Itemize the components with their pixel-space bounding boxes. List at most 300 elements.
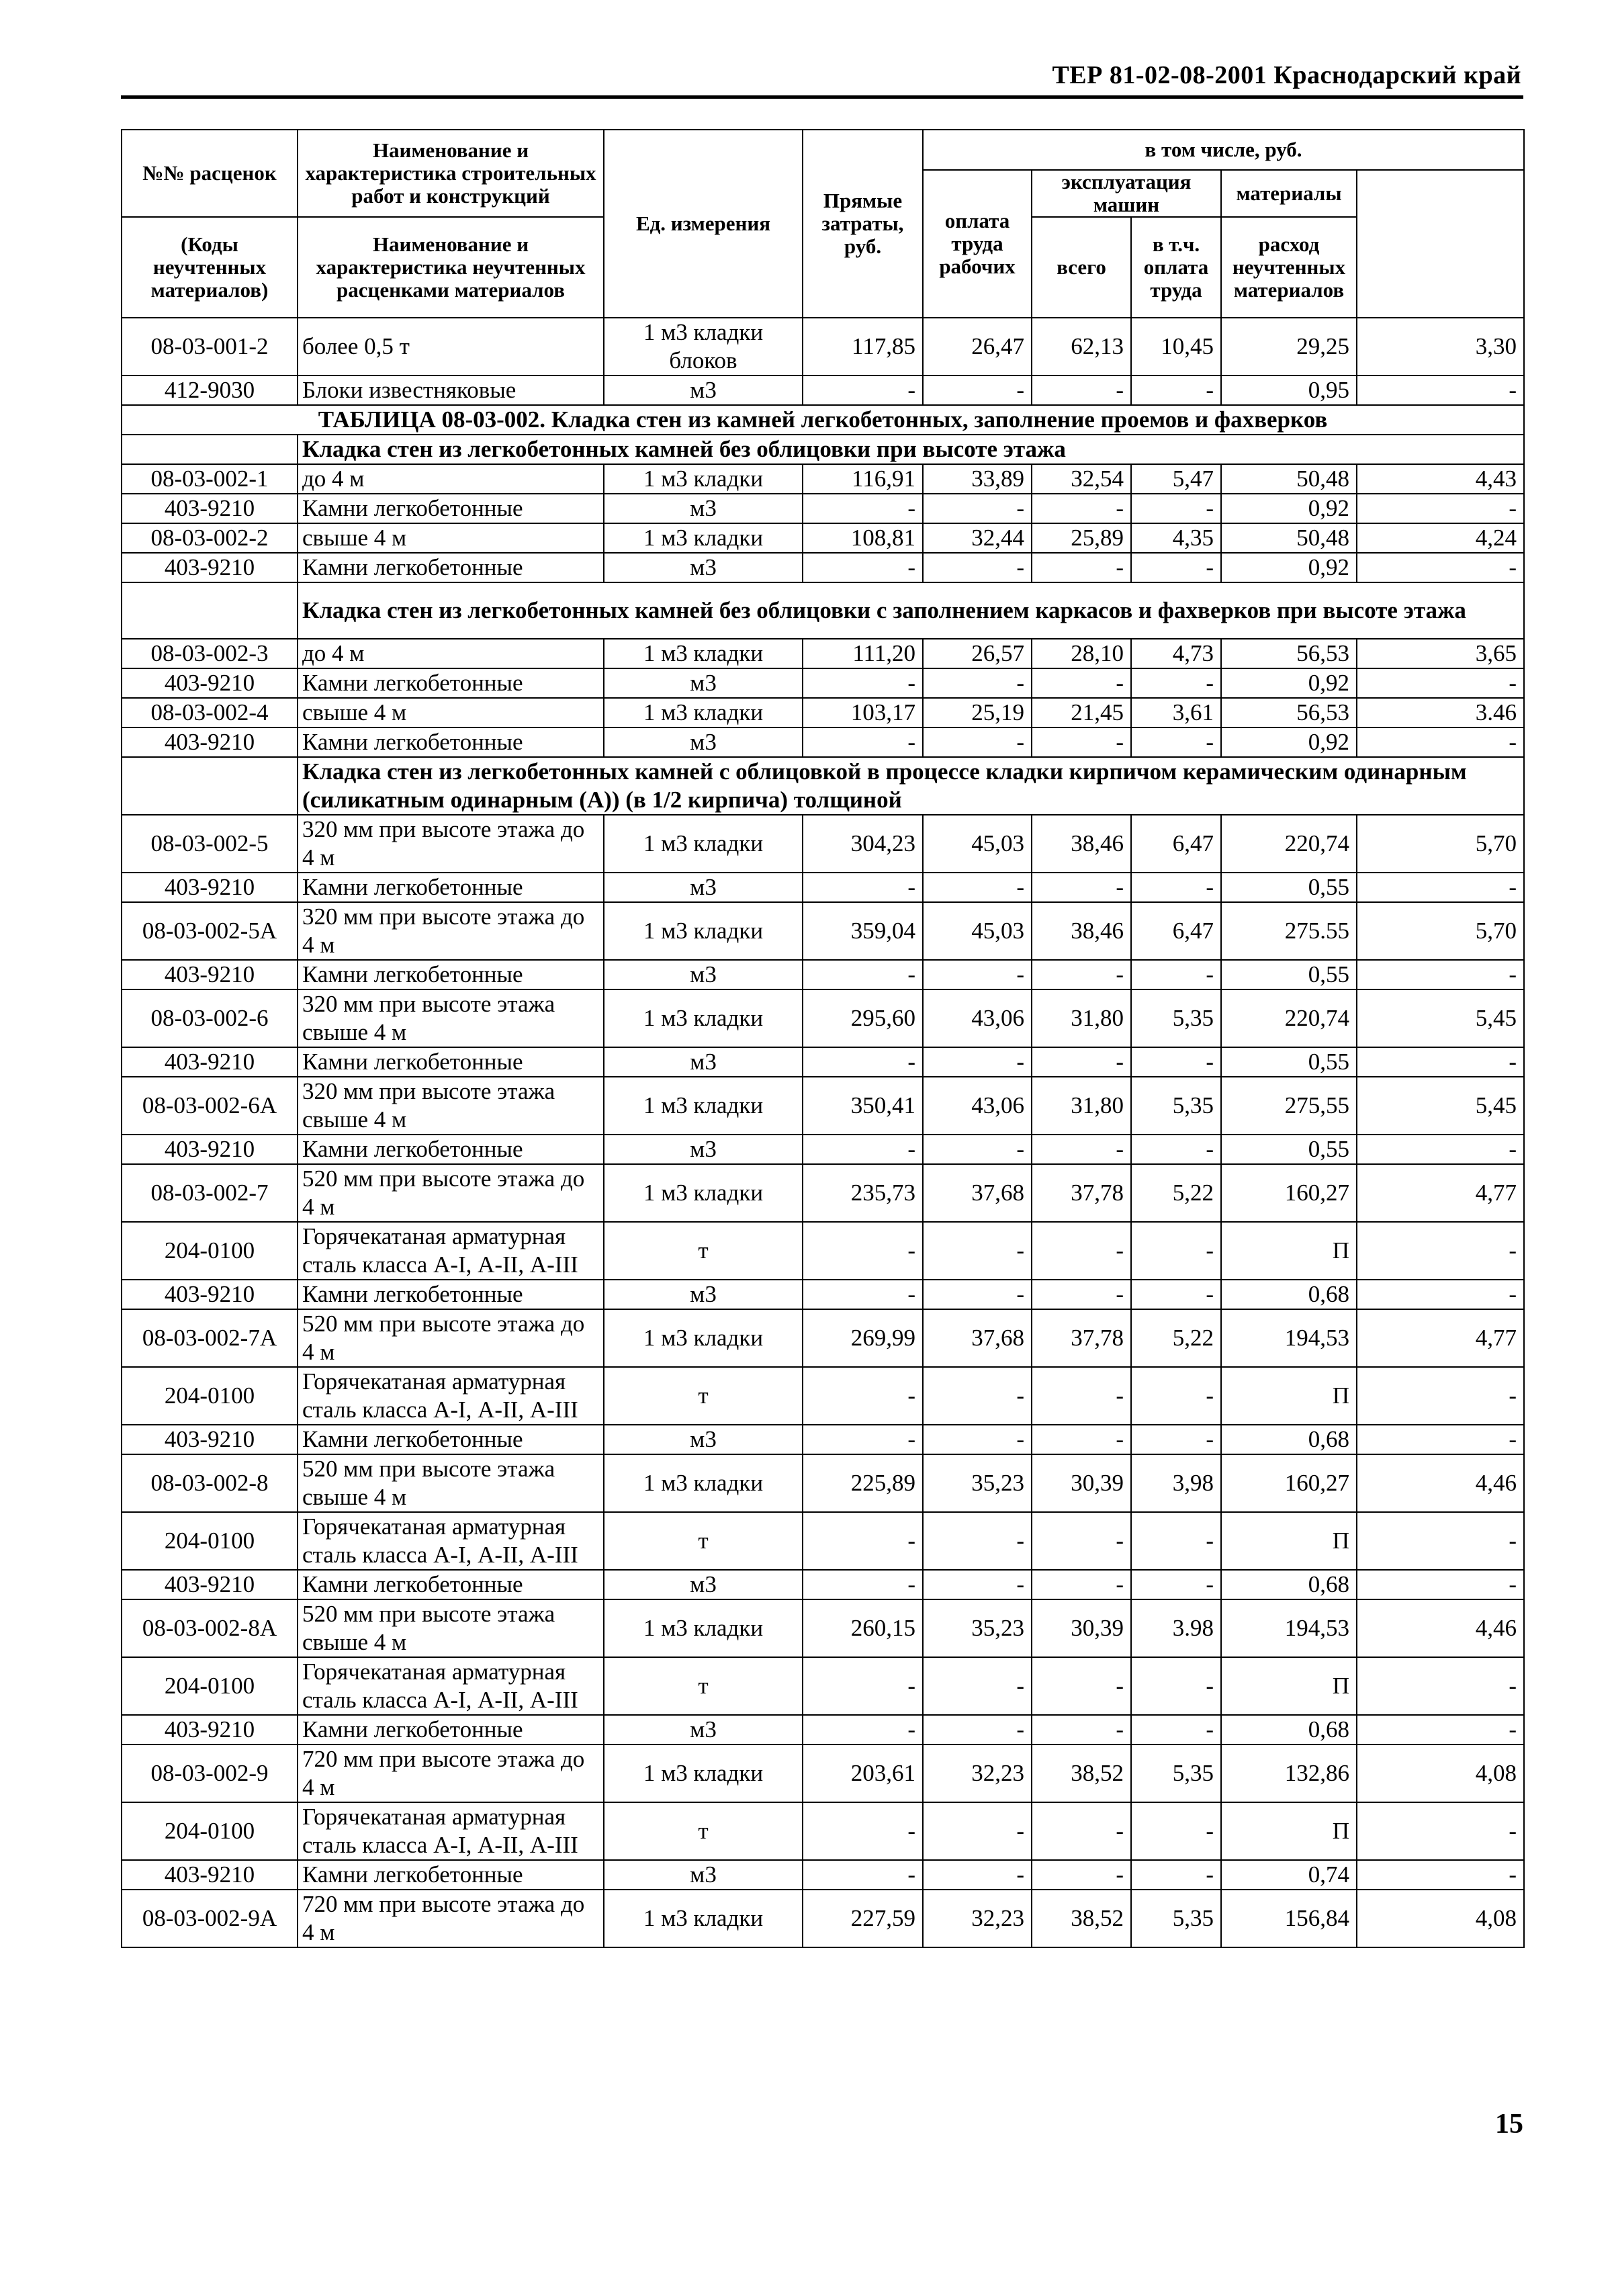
row-labor-cost: - [1357,1367,1524,1425]
row-mach-total: 25,89 [1032,523,1131,553]
row-labor-cost: - [1357,376,1524,405]
row-name: более 0,5 т [298,318,604,376]
row-labor-pay: - [923,376,1032,405]
table-title: ТАБЛИЦА 08-03-002. Кладка стен из камней легкобетонных, заполнение проемов и фахверков [122,405,1524,435]
row-mach-total: 31,80 [1032,1077,1131,1135]
row-code: 08-03-002-8 [122,1454,298,1512]
row-labor-pay: - [923,494,1032,523]
row-mach-labor: - [1131,668,1221,698]
row-name: свыше 4 м [298,698,604,727]
row-code: 403-9210 [122,553,298,582]
row-code: 403-9210 [122,1280,298,1309]
row-labor-pay: 45,03 [923,815,1032,873]
row-mach-total: - [1032,1047,1131,1077]
row-mach-labor: 5,35 [1131,1890,1221,1947]
row-materials: 160,27 [1221,1454,1357,1512]
row-unit: м3 [604,553,803,582]
row-labor-pay: - [923,1802,1032,1860]
section-code-cell [122,757,298,815]
row-labor-cost: - [1357,1135,1524,1164]
row-labor-cost: - [1357,873,1524,902]
row-mach-labor: 6,47 [1131,902,1221,960]
row-code: 412-9030 [122,376,298,405]
row-code: 08-03-002-6 [122,989,298,1047]
row-labor-pay: 43,06 [923,989,1032,1047]
row-materials: 0,55 [1221,873,1357,902]
row-labor-pay: 35,23 [923,1599,1032,1657]
row-direct: 203,61 [803,1745,923,1802]
row-mach-total: 32,54 [1032,464,1131,494]
col-mach-total: всего [1032,217,1131,318]
row-direct: 117,85 [803,318,923,376]
row-mach-total: - [1032,376,1131,405]
row-direct: - [803,1512,923,1570]
row-unit: м3 [604,727,803,757]
row-name: 520 мм при высоте этажа свыше 4 м [298,1454,604,1512]
row-unit: м3 [604,1047,803,1077]
row-mach-labor: - [1131,1367,1221,1425]
row-labor-pay: 33,89 [923,464,1032,494]
row-code: 08-03-002-7А [122,1309,298,1367]
row-materials: 29,25 [1221,318,1357,376]
row-direct: 350,41 [803,1077,923,1135]
row-code: 08-03-002-1 [122,464,298,494]
row-mach-labor: 4,35 [1131,523,1221,553]
row-labor-cost: 4,77 [1357,1309,1524,1367]
row-mach-total: 38,52 [1032,1745,1131,1802]
row-mach-total: 28,10 [1032,639,1131,668]
row-name: Горячекатаная арматурная сталь класса А-I, А-II, А-III [298,1367,604,1425]
row-mach-total: 21,45 [1032,698,1131,727]
row-mach-total: 37,78 [1032,1164,1131,1222]
row-labor-pay: - [923,553,1032,582]
row-code: 08-03-002-9А [122,1890,298,1947]
row-direct: 295,60 [803,989,923,1047]
row-name: 520 мм при высоте этажа свыше 4 м [298,1599,604,1657]
table-row [122,873,1524,902]
row-labor-pay: 32,23 [923,1890,1032,1947]
row-labor-cost: 3.46 [1357,698,1524,727]
row-unit: м3 [604,1135,803,1164]
col-codes-top: №№ расценок [122,130,298,217]
row-unit: м3 [604,960,803,989]
row-materials: 0,92 [1221,494,1357,523]
row-mach-labor: 6,47 [1131,815,1221,873]
row-labor-pay: - [923,1715,1032,1745]
row-labor-pay: 26,47 [923,318,1032,376]
row-name: Камни легкобетонные [298,873,604,902]
row-name: Камни легкобетонные [298,1570,604,1599]
row-materials: П [1221,1802,1357,1860]
table-row [122,902,1524,960]
row-name: 320 мм при высоте этажа свыше 4 м [298,1077,604,1135]
row-materials: 0,68 [1221,1280,1357,1309]
row-code: 08-03-002-7 [122,1164,298,1222]
table-row [122,815,1524,873]
row-code: 08-03-002-6А [122,1077,298,1135]
row-mach-labor: 10,45 [1131,318,1221,376]
row-labor-cost: - [1357,668,1524,698]
row-unit: м3 [604,1280,803,1309]
row-direct: - [803,1425,923,1454]
row-materials: 156,84 [1221,1890,1357,1947]
row-unit: 1 м3 кладки [604,523,803,553]
table-row [122,318,1524,376]
row-labor-pay: - [923,668,1032,698]
row-materials: 0,55 [1221,1047,1357,1077]
row-code: 403-9210 [122,1860,298,1890]
row-name: до 4 м [298,639,604,668]
row-labor-cost: - [1357,1280,1524,1309]
row-code: 08-03-002-8А [122,1599,298,1657]
row-code: 403-9210 [122,1570,298,1599]
table-row [122,1890,1524,1947]
table-row [122,1570,1524,1599]
row-mach-total: - [1032,1135,1131,1164]
row-labor-cost: 4,46 [1357,1599,1524,1657]
row-labor-pay: - [923,1425,1032,1454]
table-row [122,668,1524,698]
row-labor-pay: - [923,1280,1032,1309]
row-direct: - [803,668,923,698]
row-materials: 220,74 [1221,815,1357,873]
row-materials: 194,53 [1221,1599,1357,1657]
row-direct: 304,23 [803,815,923,873]
row-labor-pay: - [923,1222,1032,1280]
row-mach-total: - [1032,553,1131,582]
section-code-cell [122,582,298,639]
row-materials: 56,53 [1221,639,1357,668]
row-unit: 1 м3 кладки [604,1164,803,1222]
row-direct: - [803,727,923,757]
table-row [122,1367,1524,1425]
row-direct: - [803,376,923,405]
row-code: 403-9210 [122,494,298,523]
row-mach-labor: - [1131,1802,1221,1860]
row-unit: 1 м3 кладки [604,464,803,494]
row-mach-total: - [1032,1280,1131,1309]
row-labor-cost: 3,65 [1357,639,1524,668]
row-labor-pay: 35,23 [923,1454,1032,1512]
row-name: Камни легкобетонные [298,1135,604,1164]
row-direct: 235,73 [803,1164,923,1222]
row-mach-total: 38,46 [1032,902,1131,960]
row-mach-labor: - [1131,1512,1221,1570]
row-name: Горячекатаная арматурная сталь класса А-I, А-II, А-III [298,1222,604,1280]
row-direct: - [803,1367,923,1425]
row-labor-pay: - [923,1047,1032,1077]
col-name-top: Наименование и характеристика строительных работ и конструкций [298,130,604,217]
row-materials: 160,27 [1221,1164,1357,1222]
row-unit: м3 [604,376,803,405]
row-unit: 1 м3 кладки [604,698,803,727]
row-labor-cost: - [1357,727,1524,757]
table-row [122,1425,1524,1454]
row-materials: П [1221,1657,1357,1715]
table-row [122,1309,1524,1367]
row-mach-labor: - [1131,1860,1221,1890]
row-mach-labor: - [1131,1222,1221,1280]
row-mach-labor: 4,73 [1131,639,1221,668]
row-labor-cost: - [1357,1657,1524,1715]
row-mach-total: 38,46 [1032,815,1131,873]
row-mach-labor: - [1131,727,1221,757]
row-unit: м3 [604,1860,803,1890]
row-direct: 269,99 [803,1309,923,1367]
col-direct: Прямые затраты, руб. [803,130,923,318]
table-row [122,376,1524,405]
row-unit: 1 м3 кладки [604,1890,803,1947]
row-unit: 1 м3 кладки [604,989,803,1047]
row-mach-total: - [1032,1802,1131,1860]
row-mach-labor: 5,35 [1131,1077,1221,1135]
row-mach-total: - [1032,1512,1131,1570]
row-unit: т [604,1802,803,1860]
table-row [122,1222,1524,1280]
row-materials: 0,68 [1221,1425,1357,1454]
row-name: до 4 м [298,464,604,494]
row-materials: 220,74 [1221,989,1357,1047]
row-labor-pay: - [923,1512,1032,1570]
row-labor-cost: 4,24 [1357,523,1524,553]
row-code: 08-03-001-2 [122,318,298,376]
row-direct: - [803,1715,923,1745]
row-labor-cost: - [1357,1512,1524,1570]
row-materials: 56,53 [1221,698,1357,727]
row-materials: 0,68 [1221,1715,1357,1745]
row-materials: 194,53 [1221,1309,1357,1367]
row-name: Камни легкобетонные [298,1280,604,1309]
row-labor-cost: 4,08 [1357,1890,1524,1947]
row-materials: 0,95 [1221,376,1357,405]
col-codes-bottom: (Коды неучтенных материалов) [122,217,298,318]
row-mach-labor: 5,47 [1131,464,1221,494]
table-row [122,523,1524,553]
row-code: 403-9210 [122,960,298,989]
row-labor-cost: 5,70 [1357,902,1524,960]
row-code: 403-9210 [122,668,298,698]
row-mach-total: 30,39 [1032,1454,1131,1512]
row-mach-labor: - [1131,1425,1221,1454]
row-mach-total: - [1032,960,1131,989]
row-labor-cost: 4,77 [1357,1164,1524,1222]
row-name: Камни легкобетонные [298,1715,604,1745]
row-mach-total: - [1032,1657,1131,1715]
row-code: 204-0100 [122,1802,298,1860]
col-materials-use: расход неучтенных материалов [1221,217,1357,318]
row-unit: м3 [604,1715,803,1745]
row-code: 403-9210 [122,1425,298,1454]
row-unit: м3 [604,668,803,698]
table-row [122,989,1524,1047]
row-labor-cost: - [1357,1425,1524,1454]
table-row [122,1280,1524,1309]
row-materials: 50,48 [1221,523,1357,553]
row-name: Камни легкобетонные [298,1860,604,1890]
page-number: 15 [1495,2109,1523,2139]
col-incl: в том числе, руб. [923,130,1524,170]
row-unit: 1 м3 кладки [604,902,803,960]
row-mach-total: - [1032,1425,1131,1454]
col-mach-labor: в т.ч. оплата труда [1131,217,1221,318]
row-direct: 111,20 [803,639,923,668]
row-direct: 116,91 [803,464,923,494]
row-labor-cost: - [1357,494,1524,523]
row-labor-cost: 4,46 [1357,1454,1524,1512]
row-unit: 1 м3 кладки [604,1599,803,1657]
row-code: 403-9210 [122,727,298,757]
row-unit: м3 [604,1570,803,1599]
row-code: 08-03-002-9 [122,1745,298,1802]
row-name: 320 мм при высоте этажа свыше 4 м [298,989,604,1047]
section-heading: Кладка стен из легкобетонных камней без облицовки при высоте этажа [298,435,1524,464]
row-labor-pay: - [923,873,1032,902]
table-row [122,1860,1524,1890]
row-mach-total: 62,13 [1032,318,1131,376]
row-labor-cost: - [1357,960,1524,989]
row-unit: 1 м3 кладки [604,1454,803,1512]
row-mach-total: - [1032,494,1131,523]
table-row [122,1077,1524,1135]
section-heading: Кладка стен из легкобетонных камней с облицовкой в процессе кладки кирпичом керамическим одинарным (силикатным одинарным (А)) (в 1/2 кирпича) толщиной [298,757,1524,815]
row-direct: 260,15 [803,1599,923,1657]
table-row [122,494,1524,523]
row-name: Камни легкобетонные [298,668,604,698]
row-labor-pay: 37,68 [923,1309,1032,1367]
row-name: Горячекатаная арматурная сталь класса А-I, А-II, А-III [298,1657,604,1715]
row-unit: 1 м3 кладки [604,1309,803,1367]
row-materials: П [1221,1222,1357,1280]
row-mach-labor: - [1131,960,1221,989]
row-labor-pay: - [923,1860,1032,1890]
row-direct: - [803,1222,923,1280]
row-name: Камни легкобетонные [298,1425,604,1454]
row-unit: 1 м3 кладки [604,1745,803,1802]
row-code: 08-03-002-4 [122,698,298,727]
row-direct: - [803,960,923,989]
col-labor-pay: оплата труда рабочих [923,170,1032,318]
row-mach-labor: 3,61 [1131,698,1221,727]
row-name: Камни легкобетонные [298,1047,604,1077]
row-labor-pay: - [923,960,1032,989]
row-direct: - [803,873,923,902]
table-row [122,639,1524,668]
row-mach-labor: - [1131,1657,1221,1715]
table-row [122,464,1524,494]
row-direct: - [803,1860,923,1890]
row-labor-pay: - [923,1570,1032,1599]
row-name: Горячекатаная арматурная сталь класса А-I, А-II, А-III [298,1802,604,1860]
row-unit: 1 м3 кладки [604,815,803,873]
row-code: 08-03-002-2 [122,523,298,553]
row-mach-labor: - [1131,376,1221,405]
row-materials: 0,92 [1221,553,1357,582]
row-code: 08-03-002-3 [122,639,298,668]
row-direct: 227,59 [803,1890,923,1947]
row-direct: - [803,494,923,523]
row-mach-total: - [1032,668,1131,698]
row-labor-pay: 26,57 [923,639,1032,668]
row-name: 320 мм при высоте этажа до 4 м [298,902,604,960]
row-mach-total: - [1032,1222,1131,1280]
row-labor-pay: - [923,1367,1032,1425]
row-labor-cost: 5,45 [1357,989,1524,1047]
row-code: 204-0100 [122,1222,298,1280]
row-direct: - [803,1135,923,1164]
row-materials: 50,48 [1221,464,1357,494]
row-materials: 0,55 [1221,960,1357,989]
row-mach-labor: 3.98 [1131,1599,1221,1657]
row-mach-total: - [1032,1367,1131,1425]
row-unit: т [604,1512,803,1570]
row-labor-cost: 4,08 [1357,1745,1524,1802]
row-mach-labor: - [1131,1047,1221,1077]
row-materials: 0,55 [1221,1135,1357,1164]
table-row [122,698,1524,727]
row-name: 320 мм при высоте этажа до 4 м [298,815,604,873]
row-direct: - [803,553,923,582]
row-unit: м3 [604,1425,803,1454]
row-code: 403-9210 [122,1715,298,1745]
row-mach-total: - [1032,873,1131,902]
row-labor-cost: - [1357,1570,1524,1599]
row-direct: 225,89 [803,1454,923,1512]
row-labor-pay: - [923,727,1032,757]
row-name: 520 мм при высоте этажа до 4 м [298,1164,604,1222]
row-labor-cost: - [1357,1802,1524,1860]
row-labor-pay: 37,68 [923,1164,1032,1222]
row-unit: м3 [604,494,803,523]
row-mach-labor: 5,35 [1131,1745,1221,1802]
row-materials: 0,92 [1221,727,1357,757]
row-labor-cost: - [1357,1860,1524,1890]
row-name: 720 мм при высоте этажа до 4 м [298,1890,604,1947]
row-name: Блоки известняковые [298,376,604,405]
row-mach-total: - [1032,1860,1131,1890]
row-labor-pay: 32,44 [923,523,1032,553]
row-mach-labor: 5,22 [1131,1164,1221,1222]
row-code: 204-0100 [122,1512,298,1570]
row-code: 08-03-002-5А [122,902,298,960]
row-mach-labor: 3,98 [1131,1454,1221,1512]
table-row [122,960,1524,989]
row-labor-cost: 4,43 [1357,464,1524,494]
row-name: свыше 4 м [298,523,604,553]
header-rule [121,95,1523,99]
row-name: Камни легкобетонные [298,727,604,757]
row-direct: 359,04 [803,902,923,960]
col-unit: Ед. измерения [604,130,803,318]
col-machines: эксплуатация машин [1032,170,1221,217]
row-mach-labor: - [1131,873,1221,902]
row-mach-total: - [1032,727,1131,757]
row-labor-pay: - [923,1657,1032,1715]
row-name: Камни легкобетонные [298,553,604,582]
table-row [122,1512,1524,1570]
rates-table [121,129,1525,1948]
row-mach-labor: - [1131,1135,1221,1164]
row-unit: м3 [604,873,803,902]
row-name: 520 мм при высоте этажа до 4 м [298,1309,604,1367]
row-name: Горячекатаная арматурная сталь класса А-I, А-II, А-III [298,1512,604,1570]
row-unit: 1 м3 кладки [604,1077,803,1135]
row-mach-labor: - [1131,1715,1221,1745]
row-materials: 0,92 [1221,668,1357,698]
row-labor-cost: - [1357,553,1524,582]
table-row [122,1135,1524,1164]
col-materials: материалы [1221,170,1357,217]
row-mach-labor: - [1131,553,1221,582]
